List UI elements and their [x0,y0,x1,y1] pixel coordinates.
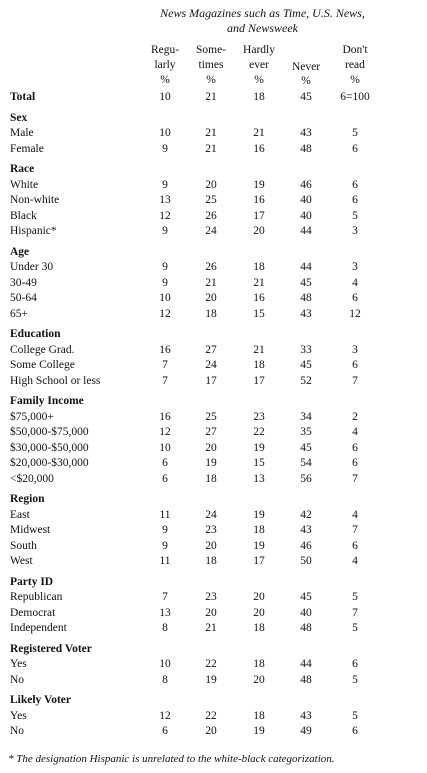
cell-value: 24 [205,508,217,521]
cell-value: 21 [205,142,217,155]
cell-value: 6 [162,472,168,485]
cell-value: 22 [205,709,217,722]
cell-value: 18 [253,261,265,273]
table-row [0,657,427,672]
cell-value: 54 [300,457,312,469]
cell-value: 5 [352,209,358,222]
table-row [0,307,427,322]
table-row [0,621,427,636]
row-label: White [10,178,39,191]
cell-value: 4 [352,276,358,289]
table-title-line-1: News Magazines such as Time, U.S. News, [160,6,365,20]
cell-value: 6 [162,725,168,737]
cell-value: 40 [300,194,312,206]
cell-value: 19 [205,457,217,469]
cell-value: 18 [253,359,265,371]
cell-value: 40 [300,209,312,222]
row-label: Black [10,209,37,222]
table-row [0,456,427,471]
cell-value: 16 [159,343,171,356]
row-label: No [10,673,25,686]
row-label: 50-64 [10,292,37,304]
cell-value: 7 [352,606,358,619]
cell-value: 17 [253,209,265,222]
cell-value: 5 [352,622,358,634]
table-row [0,276,427,291]
row-label: <$20,000 [10,472,54,485]
cell-value: 6 [352,441,358,454]
column-header-percent: % [206,74,216,86]
row-label: Male [10,127,34,139]
section-heading-label: Registered Voter [10,642,92,655]
table-title-line-2: and Newsweek [227,21,298,35]
cell-value: 9 [162,276,168,289]
cell-value: 34 [300,410,312,423]
row-label: Yes [10,658,27,670]
cell-value: 22 [253,426,265,438]
row-label: West [10,555,33,567]
table-row [0,523,427,538]
cell-value: 27 [205,426,217,438]
table-row [0,709,427,724]
table-row [0,508,427,523]
cell-value: 4 [352,426,358,438]
row-label: High School or less [10,374,101,387]
cell-value: 15 [253,307,265,320]
row-label: Yes [10,709,27,722]
cell-value: 18 [253,658,265,670]
column-header-label: times [198,59,224,71]
cell-value: 19 [253,725,265,737]
cell-value: 45 [300,359,312,371]
row-label: Non-white [10,194,60,206]
cell-value: 6 [352,658,358,670]
cell-value: 4 [352,508,358,521]
cell-value: 5 [352,127,358,139]
cell-value: 7 [352,524,358,536]
cell-value: 6 [352,457,358,469]
cell-value: 9 [162,225,168,237]
cell-value: 6 [352,292,358,304]
cell-value: 12 [159,209,171,222]
cell-value: 13 [253,472,265,485]
section-heading [0,492,427,507]
cell-value: 43 [300,307,312,320]
table-row [0,358,427,373]
cell-value: 44 [300,261,312,273]
table-row [0,410,427,425]
cell-value: 16 [253,194,265,206]
row-label: 30-49 [10,276,37,289]
table-row [0,343,427,358]
row-label: $30,000-$50,000 [10,441,89,454]
cell-value: 20 [205,178,217,191]
row-label: Hispanic* [10,225,57,237]
cell-value: 10 [159,127,171,139]
cell-value: 13 [159,194,171,206]
cell-value: 48 [300,622,312,634]
section-heading-label: Family Income [10,395,84,407]
column-header-percent: % [160,74,170,86]
cell-value: 3 [352,261,358,273]
cell-value: 7 [162,591,168,603]
cell-value: 21 [253,276,265,289]
section-heading [0,327,427,342]
table-row [0,724,427,739]
row-label: Democrat [10,606,56,619]
cell-value: 6 [352,178,358,191]
cell-value: 52 [300,374,312,387]
table-row [0,142,427,157]
column-header-label: ever [249,59,269,71]
table-row [0,554,427,569]
cell-value: 25 [205,410,217,423]
cell-value: 43 [300,127,312,139]
row-label: 65+ [10,307,28,320]
cell-value: 45 [300,441,312,454]
cell-value: 18 [253,91,265,103]
cell-value: 21 [253,127,265,139]
cell-value: 45 [300,591,312,603]
cell-value: 12 [349,307,361,320]
cell-value: 17 [253,555,265,567]
section-heading [0,394,427,409]
row-label: Republican [10,591,63,603]
cell-value: 9 [162,539,168,552]
cell-value: 21 [253,343,265,356]
cell-value: 21 [205,127,217,139]
cell-value: 3 [352,225,358,237]
section-heading [0,162,427,177]
cell-value: 42 [300,508,312,521]
cell-value: 20 [205,292,217,304]
cell-value: 19 [253,539,265,552]
column-header-top: Hardly [243,44,275,56]
cell-value: 16 [159,410,171,423]
cell-value: 20 [253,673,265,686]
cell-value: 5 [352,709,358,722]
row-label: Under 30 [10,261,54,273]
cell-value: 48 [300,142,312,155]
cell-value: 6 [352,142,358,155]
total-row [0,90,427,105]
cell-value: 18 [205,307,217,320]
cell-value: 18 [205,555,217,567]
cell-value: 18 [253,524,265,536]
table-row [0,374,427,389]
cell-value: 20 [205,606,217,619]
cell-value: 6=100 [340,91,370,103]
cell-value: 8 [162,622,168,634]
cell-value: 21 [205,276,217,289]
table-row [0,590,427,605]
section-heading [0,642,427,657]
cell-value: 7 [162,374,168,387]
cell-value: 33 [300,343,312,356]
cell-value: 21 [205,91,217,103]
cell-value: 35 [300,426,312,438]
section-heading-label: Likely Voter [10,694,72,706]
cell-value: 20 [205,539,217,552]
cell-value: 44 [300,225,312,237]
row-label: Some College [10,359,75,371]
cell-value: 6 [162,457,168,469]
cell-value: 17 [205,374,217,387]
table-row [0,224,427,239]
table-row [0,126,427,141]
cell-value: 10 [159,292,171,304]
table-row [0,472,427,487]
column-header-label: Never [291,61,321,73]
cell-value: 19 [205,673,217,686]
cell-value: 10 [159,91,171,103]
cell-value: 15 [253,457,265,469]
cell-value: 45 [300,91,312,103]
cell-value: 5 [352,591,358,603]
cell-value: 48 [300,673,312,686]
cell-value: 48 [300,292,312,304]
row-label: Total [10,91,36,103]
cell-value: 6 [352,539,358,552]
cell-value: 20 [253,591,265,603]
table-row [0,606,427,621]
cell-value: 6 [352,725,358,737]
column-header-percent: % [350,74,360,86]
cell-value: 12 [159,307,171,320]
section-heading-label: Party ID [10,575,54,588]
cell-value: 22 [205,658,217,670]
row-label: Independent [10,622,67,634]
cell-value: 8 [162,673,168,686]
table-row [0,291,427,306]
cell-value: 17 [253,374,265,387]
cell-value: 6 [352,194,358,206]
cell-value: 43 [300,709,312,722]
cell-value: 11 [159,508,171,521]
cell-value: 11 [159,555,171,567]
cell-value: 9 [162,142,168,155]
row-label: Midwest [10,524,51,536]
cell-value: 19 [253,441,265,454]
column-header-top: Regu- [150,44,180,56]
cell-value: 12 [159,426,171,438]
cell-value: 16 [253,292,265,304]
cell-value: 7 [352,472,358,485]
section-heading-label: Race [10,163,35,175]
table-row [0,178,427,193]
cell-value: 50 [300,555,312,567]
column-header-percent: % [254,74,264,86]
cell-value: 4 [352,555,358,567]
cell-value: 27 [205,343,217,356]
table-row [0,441,427,456]
section-heading [0,111,427,126]
cell-value: 12 [159,709,171,722]
section-heading-label: Education [10,328,61,340]
cell-value: 6 [352,359,358,371]
cell-value: 46 [300,178,312,191]
row-label: College Grad. [10,343,75,356]
row-label: $75,000+ [10,410,54,423]
cell-value: 18 [253,709,265,722]
section-heading-label: Region [10,493,45,505]
cell-value: 23 [253,410,265,423]
row-label: $20,000-$30,000 [10,457,89,469]
section-heading [0,575,427,590]
row-label: South [10,539,37,552]
cell-value: 56 [300,472,312,485]
section-heading [0,693,427,708]
table-row [0,539,427,554]
cell-value: 19 [253,178,265,191]
cell-value: 19 [253,508,265,521]
cell-value: 21 [205,622,217,634]
cell-value: 24 [205,359,217,371]
cell-value: 9 [162,261,168,273]
cell-value: 23 [205,524,217,536]
column-header-percent: % [301,75,311,87]
column-header-top: Some- [195,44,227,56]
column-header-top: Don't [342,44,368,56]
cell-value: 16 [253,142,265,155]
table-row [0,209,427,224]
section-heading [0,245,427,260]
cell-value: 2 [352,410,358,423]
section-heading-label: Age [10,245,30,258]
cell-value: 20 [205,441,217,454]
row-label: East [10,508,30,521]
row-label: Female [10,142,44,155]
cell-value: 44 [300,658,312,670]
cell-value: 10 [159,441,171,454]
cell-value: 46 [300,539,312,552]
cell-value: 9 [162,524,168,536]
cell-value: 7 [162,359,168,371]
table-row [0,425,427,440]
cell-value: 18 [205,472,217,485]
cell-value: 24 [205,225,217,237]
cell-value: 26 [205,261,217,273]
footnote: * The designation Hispanic is unrelated to the white-black categorization. [8,753,335,765]
cell-value: 13 [159,606,171,619]
cell-value: 43 [300,524,312,536]
cell-value: 3 [352,343,358,356]
cell-value: 7 [352,374,358,387]
table-row [0,193,427,208]
cell-value: 26 [205,209,217,222]
cell-value: 23 [205,591,217,603]
section-heading-label: Sex [10,111,28,124]
cell-value: 20 [253,606,265,619]
table-row [0,260,427,275]
cell-value: 20 [253,225,265,237]
cell-value: 10 [159,658,171,670]
cell-value: 9 [162,178,168,191]
cell-value: 18 [253,622,265,634]
cell-value: 20 [205,725,217,737]
cell-value: 40 [300,606,312,619]
table-row [0,673,427,688]
column-header-label: larly [154,59,176,71]
column-header-label: read [345,59,365,71]
cell-value: 49 [300,725,312,737]
cell-value: 45 [300,276,312,289]
cell-value: 5 [352,673,358,686]
row-label: No [10,725,25,737]
row-label: $50,000-$75,000 [10,426,89,438]
cell-value: 25 [205,194,217,206]
